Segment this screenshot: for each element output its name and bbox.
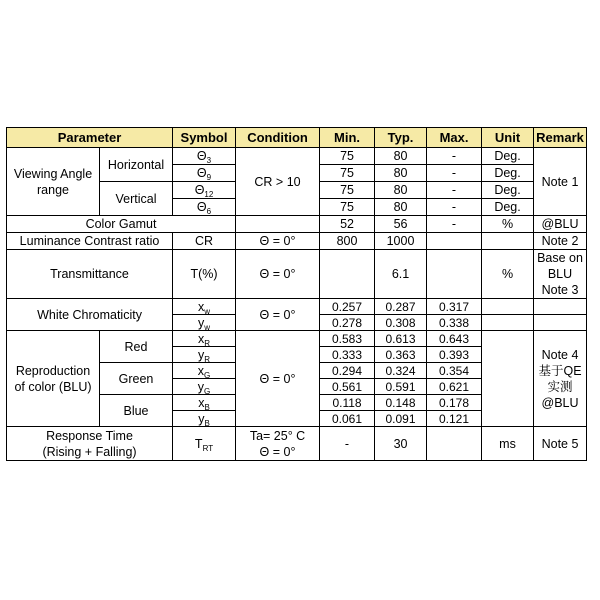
header-remark: Remark (534, 128, 587, 148)
min-cell: 52 (320, 216, 375, 233)
red-label: Red (100, 331, 173, 363)
symbol-cell: $y_w$ (173, 315, 236, 331)
max-cell (427, 233, 482, 250)
symbol-cell: $x_R$ (173, 331, 236, 347)
max-cell: 0.643 (427, 331, 482, 347)
max-cell: - (427, 216, 482, 233)
unit-cell (482, 299, 534, 315)
max-cell: 0.354 (427, 363, 482, 379)
typ-cell: 30 (375, 427, 427, 461)
min-cell: - (320, 427, 375, 461)
typ-cell: 0.613 (375, 331, 427, 347)
header-min: Min. (320, 128, 375, 148)
reproduction-remark: Note 4 基于QE实测@BLU (534, 331, 587, 427)
blue-label: Blue (100, 395, 173, 427)
color-gamut-label: Color Gamut (7, 216, 236, 233)
condition-cell: Θ = 0° (236, 331, 320, 427)
condition-cell (236, 216, 320, 233)
min-cell: 75 (320, 182, 375, 199)
max-cell: 0.338 (427, 315, 482, 331)
viewing-condition: CR > 10 (236, 148, 320, 216)
unit-cell (482, 315, 534, 331)
viewing-remark: Note 1 (534, 148, 587, 216)
typ-cell: 0.363 (375, 347, 427, 363)
header-row (7, 128, 587, 148)
min-cell: 75 (320, 199, 375, 216)
typ-cell: 80 (375, 199, 427, 216)
header-max: Max. (427, 128, 482, 148)
max-cell: - (427, 165, 482, 182)
optical-spec-table (6, 127, 587, 461)
min-cell: 0.561 (320, 379, 375, 395)
condition-cell: Ta= 25° C Θ = 0° (236, 427, 320, 461)
typ-cell: 56 (375, 216, 427, 233)
header-typ: Typ. (375, 128, 427, 148)
max-cell: 0.317 (427, 299, 482, 315)
symbol-cell: $T_{RT}$ (173, 427, 236, 461)
min-cell: 0.333 (320, 347, 375, 363)
remark-cell: Note 2 (534, 233, 587, 250)
remark-cell (534, 315, 587, 331)
remark-cell: Note 5 (534, 427, 587, 461)
symbol-cell: $y_B$ (173, 411, 236, 427)
symbol-cell: $x_w$ (173, 299, 236, 315)
remark-cell: @BLU (534, 216, 587, 233)
condition-cell: Θ = 0° (236, 233, 320, 250)
typ-cell: 80 (375, 182, 427, 199)
table-row (7, 233, 587, 250)
min-cell: 0.118 (320, 395, 375, 411)
min-cell (320, 250, 375, 299)
typ-cell: 80 (375, 148, 427, 165)
typ-cell: 0.591 (375, 379, 427, 395)
unit-cell (482, 331, 534, 427)
table-row (7, 148, 587, 165)
max-cell: - (427, 199, 482, 216)
typ-cell: 1000 (375, 233, 427, 250)
max-cell (427, 427, 482, 461)
symbol-cell: $\Theta_3$ (173, 148, 236, 165)
typ-cell: 0.324 (375, 363, 427, 379)
min-cell: 0.061 (320, 411, 375, 427)
unit-cell: Deg. (482, 165, 534, 182)
table-row (7, 427, 587, 461)
green-label: Green (100, 363, 173, 395)
viewing-angle-label: Viewing Angle range (7, 148, 100, 216)
header-parameter: Parameter (7, 128, 173, 148)
min-cell: 75 (320, 165, 375, 182)
remark-cell (534, 299, 587, 315)
unit-cell: % (482, 250, 534, 299)
symbol-cell: $x_G$ (173, 363, 236, 379)
max-cell: - (427, 148, 482, 165)
symbol-cell: $\Theta_9$ (173, 165, 236, 182)
typ-cell: 0.287 (375, 299, 427, 315)
max-cell: 0.121 (427, 411, 482, 427)
luminance-label: Luminance Contrast ratio (7, 233, 173, 250)
symbol-cell: T(%) (173, 250, 236, 299)
header-condition: Condition (236, 128, 320, 148)
unit-cell: Deg. (482, 148, 534, 165)
transmittance-label: Transmittance (7, 250, 173, 299)
horizontal-label: Horizontal (100, 148, 173, 182)
symbol-cell: $x_B$ (173, 395, 236, 411)
reproduction-label: Reproduction of color (BLU) (7, 331, 100, 427)
typ-cell: 0.308 (375, 315, 427, 331)
white-chromaticity-label: White Chromaticity (7, 299, 173, 331)
table-row (7, 331, 587, 347)
unit-cell: Deg. (482, 199, 534, 216)
table-row (7, 250, 587, 299)
typ-cell: 6.1 (375, 250, 427, 299)
header-unit: Unit (482, 128, 534, 148)
min-cell: 0.294 (320, 363, 375, 379)
typ-cell: 0.148 (375, 395, 427, 411)
symbol-cell: $y_G$ (173, 379, 236, 395)
table-row (7, 299, 587, 315)
typ-cell: 0.091 (375, 411, 427, 427)
vertical-label: Vertical (100, 182, 173, 216)
unit-cell: ms (482, 427, 534, 461)
symbol-cell: $\Theta_{12}$ (173, 182, 236, 199)
min-cell: 800 (320, 233, 375, 250)
symbol-cell: CR (173, 233, 236, 250)
max-cell: - (427, 182, 482, 199)
response-time-label: Response Time (Rising + Falling) (7, 427, 173, 461)
min-cell: 0.257 (320, 299, 375, 315)
symbol-cell: $\Theta_6$ (173, 199, 236, 216)
unit-cell (482, 233, 534, 250)
max-cell: 0.393 (427, 347, 482, 363)
header-symbol: Symbol (173, 128, 236, 148)
condition-cell: Θ = 0° (236, 299, 320, 331)
condition-cell: Θ = 0° (236, 250, 320, 299)
min-cell: 0.583 (320, 331, 375, 347)
min-cell: 75 (320, 148, 375, 165)
unit-cell: Deg. (482, 182, 534, 199)
typ-cell: 80 (375, 165, 427, 182)
unit-cell: % (482, 216, 534, 233)
min-cell: 0.278 (320, 315, 375, 331)
remark-cell: Base on BLU Note 3 (534, 250, 587, 299)
max-cell: 0.621 (427, 379, 482, 395)
max-cell: 0.178 (427, 395, 482, 411)
symbol-cell: $y_R$ (173, 347, 236, 363)
table-row (7, 216, 587, 233)
max-cell (427, 250, 482, 299)
